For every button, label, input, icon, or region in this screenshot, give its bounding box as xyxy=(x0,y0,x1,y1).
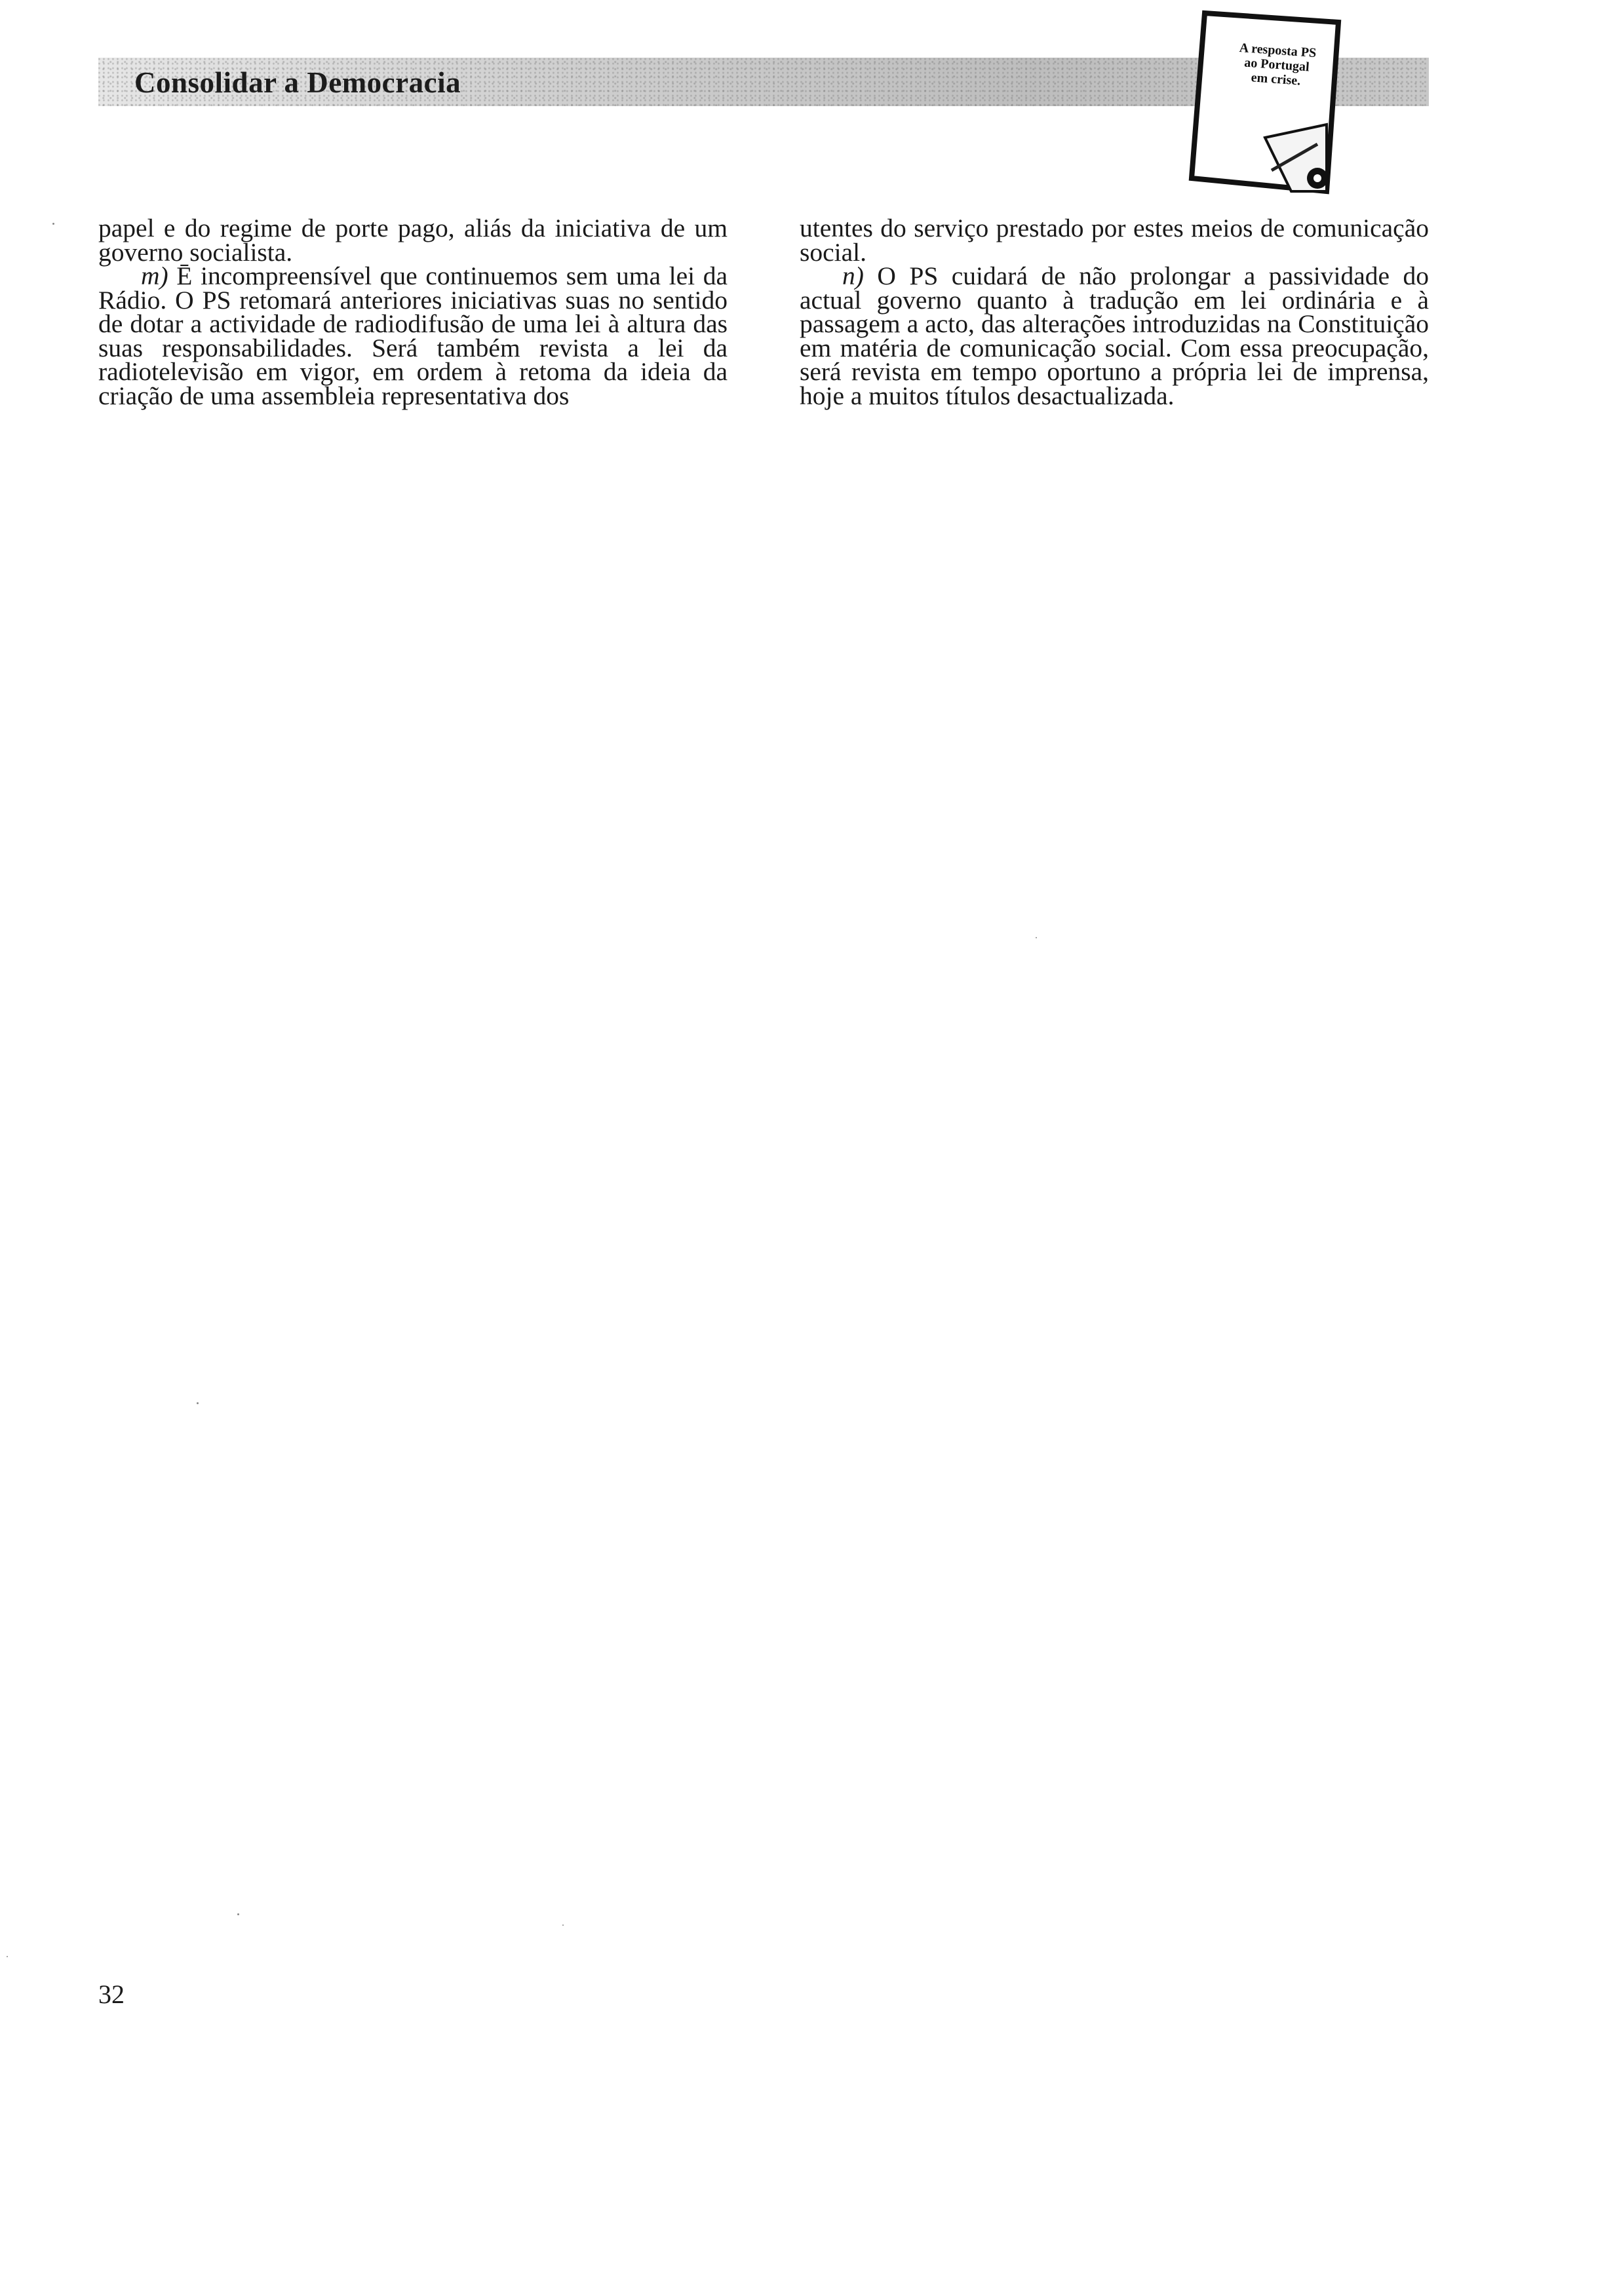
item-marker-n: n) xyxy=(842,261,864,290)
scan-speck xyxy=(237,1913,239,1915)
scan-speck xyxy=(1036,937,1037,938)
booklet-logo-graphic xyxy=(1186,7,1357,197)
left-column xyxy=(98,216,728,408)
right-paragraph-2 xyxy=(800,261,1429,410)
left-paragraph-2-text: Ē incompreensível que continuemos sem uma lei da Rádio. O PS retomará anteriores iniciativas suas no sentido de dotar a actividade de radiodifusão de uma lei à altura das suas responsabilidades. Será também revista a lei da radiotelevisão em vigor, em ordem à retoma da ideia da criação de uma assembleia representativa dos xyxy=(98,261,728,410)
left-paragraph-2 xyxy=(98,261,728,410)
logo-line-3: em crise. xyxy=(1251,70,1301,88)
page-number: 32 xyxy=(98,1980,125,2009)
scan-speck xyxy=(562,1924,564,1926)
section-title: Consolidar a Democracia xyxy=(134,66,461,99)
right-paragraph-2-text: O PS cuidará de não prolongar a passividade do actual governo quanto à tradução em lei ordinária e à passagem a acto, das alterações introduzidas na Constituição em matéria de comunicação social. Com essa preocupação, será revista em tempo oportuno a própria lei de imprensa, hoje a muitos títulos desactualizada. xyxy=(800,261,1429,410)
item-marker-m: m) xyxy=(141,261,168,290)
scan-speck xyxy=(197,1402,199,1404)
logo-line-2: ao Portugal xyxy=(1243,55,1310,75)
right-column xyxy=(800,216,1429,408)
scan-speck xyxy=(7,1956,8,1957)
booklet-logo xyxy=(1186,7,1357,197)
logo-line-1: A resposta PS xyxy=(1239,40,1317,61)
left-paragraph-1: papel e do regime de porte pago, aliás da iniciativa de um governo socialista. xyxy=(98,214,728,267)
scan-speck xyxy=(52,223,54,225)
right-paragraph-1: utentes do serviço prestado por estes meios de comunicação social. xyxy=(800,214,1429,267)
booklet-logo-text xyxy=(1216,39,1337,90)
